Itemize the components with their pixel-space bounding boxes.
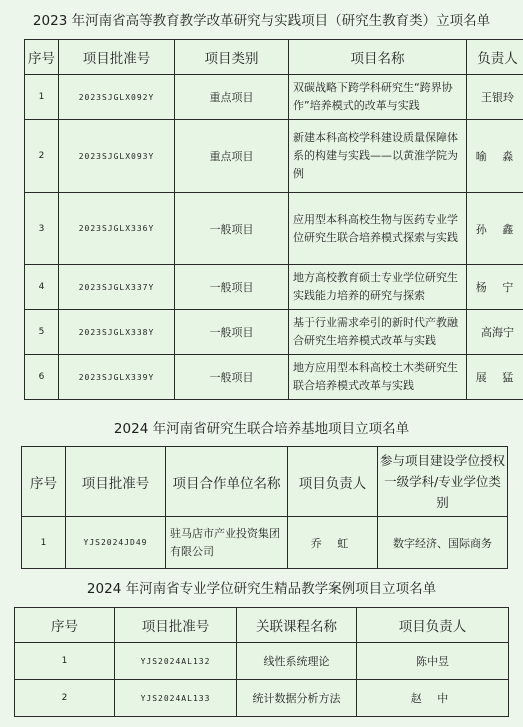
project-name: 应用型本科高校生物与医药专业学位研究生联合培养模式探索与实践 bbox=[289, 193, 467, 265]
row-number: 6 bbox=[25, 355, 59, 400]
project-name: 地方应用型本科高校土木类研究生联合培养模式改革与实践 bbox=[289, 355, 467, 400]
course-name: 统计数据分析方法 bbox=[237, 680, 357, 717]
header-cell: 项目批准号 bbox=[66, 447, 166, 517]
table-row bbox=[15, 680, 509, 717]
row-number: 1 bbox=[25, 75, 59, 120]
table-row bbox=[25, 75, 523, 120]
project-leader: 孙 鑫 bbox=[467, 193, 523, 265]
header-cell: 序号 bbox=[25, 40, 59, 75]
teaching-reform-table bbox=[24, 39, 523, 400]
project-leader: 陈中昱 bbox=[357, 643, 509, 680]
project-leader: 展 猛 bbox=[467, 355, 523, 400]
row-number: 4 bbox=[25, 265, 59, 310]
row-number: 1 bbox=[15, 643, 115, 680]
header-cell: 项目名称 bbox=[289, 40, 467, 75]
project-leader: 王银玲 bbox=[467, 75, 523, 120]
discipline: 数字经济、国际商务 bbox=[378, 517, 508, 569]
table-row bbox=[25, 120, 523, 193]
section1-title: 2023 年河南省高等教育教学改革研究与实践项目（研究生教育类）立项名单 bbox=[32, 13, 491, 29]
table-row bbox=[22, 517, 508, 569]
project-name: 地方高校教育硕士专业学位研究生实践能力培养的研究与探索 bbox=[289, 265, 467, 310]
table-row bbox=[25, 355, 523, 400]
project-leader: 高海宁 bbox=[467, 310, 523, 355]
project-code: YJS2024JD49 bbox=[66, 517, 166, 569]
project-leader: 杨 宁 bbox=[467, 265, 523, 310]
project-type: 一般项目 bbox=[175, 193, 289, 265]
course-name: 线性系统理论 bbox=[237, 643, 357, 680]
project-name: 基于行业需求牵引的新时代产教融合研究生培养模式改革与实践 bbox=[289, 310, 467, 355]
project-code: 2023SJGLX339Y bbox=[59, 355, 175, 400]
partner-name: 驻马店市产业投资集团有限公司 bbox=[166, 517, 288, 569]
header-cell: 序号 bbox=[22, 447, 66, 517]
header-cell: 关联课程名称 bbox=[237, 608, 357, 643]
row-number: 2 bbox=[25, 120, 59, 193]
project-code: 2023SJGLX092Y bbox=[59, 75, 175, 120]
project-leader: 喻 淼 bbox=[467, 120, 523, 193]
header-cell: 项目合作单位名称 bbox=[166, 447, 288, 517]
row-number: 1 bbox=[22, 517, 66, 569]
project-leader: 赵 中 bbox=[357, 680, 509, 717]
teaching-case-table bbox=[14, 607, 509, 717]
project-type: 一般项目 bbox=[175, 310, 289, 355]
row-number: 2 bbox=[15, 680, 115, 717]
table-header-row bbox=[15, 608, 509, 643]
table-header-row bbox=[22, 447, 508, 517]
project-type: 一般项目 bbox=[175, 355, 289, 400]
project-type: 一般项目 bbox=[175, 265, 289, 310]
section2-title: 2024 年河南省研究生联合培养基地项目立项名单 bbox=[113, 421, 410, 437]
project-code: 2023SJGLX093Y bbox=[59, 120, 175, 193]
header-cell: 序号 bbox=[15, 608, 115, 643]
project-code: 2023SJGLX338Y bbox=[59, 310, 175, 355]
header-cell: 项目负责人 bbox=[357, 608, 509, 643]
project-leader: 乔 虹 bbox=[288, 517, 378, 569]
project-name: 新建本科高校学科建设质量保障体系的构建与实践——以黄淮学院为例 bbox=[289, 120, 467, 193]
header-cell: 参与项目建设学位授权一级学科/专业学位类别 bbox=[378, 447, 508, 517]
table-row bbox=[25, 310, 523, 355]
header-cell: 项目类别 bbox=[175, 40, 289, 75]
section3-title: 2024 年河南省专业学位研究生精品教学案例项目立项名单 bbox=[86, 581, 437, 597]
project-name: 双碳战略下跨学科研究生“跨界协作”培养模式的改革与实践 bbox=[289, 75, 467, 120]
header-cell: 负责人 bbox=[467, 40, 523, 75]
table-row bbox=[25, 265, 523, 310]
project-type: 重点项目 bbox=[175, 120, 289, 193]
table-row bbox=[25, 193, 523, 265]
row-number: 3 bbox=[25, 193, 59, 265]
table-header-row bbox=[25, 40, 523, 75]
project-code: 2023SJGLX337Y bbox=[59, 265, 175, 310]
project-code: 2023SJGLX336Y bbox=[59, 193, 175, 265]
joint-training-base-table bbox=[21, 446, 508, 569]
row-number: 5 bbox=[25, 310, 59, 355]
header-cell: 项目负责人 bbox=[288, 447, 378, 517]
table-row bbox=[15, 643, 509, 680]
header-cell: 项目批准号 bbox=[59, 40, 175, 75]
header-cell: 项目批准号 bbox=[115, 608, 237, 643]
project-type: 重点项目 bbox=[175, 75, 289, 120]
project-code: YJS2024AL132 bbox=[115, 643, 237, 680]
project-code: YJS2024AL133 bbox=[115, 680, 237, 717]
